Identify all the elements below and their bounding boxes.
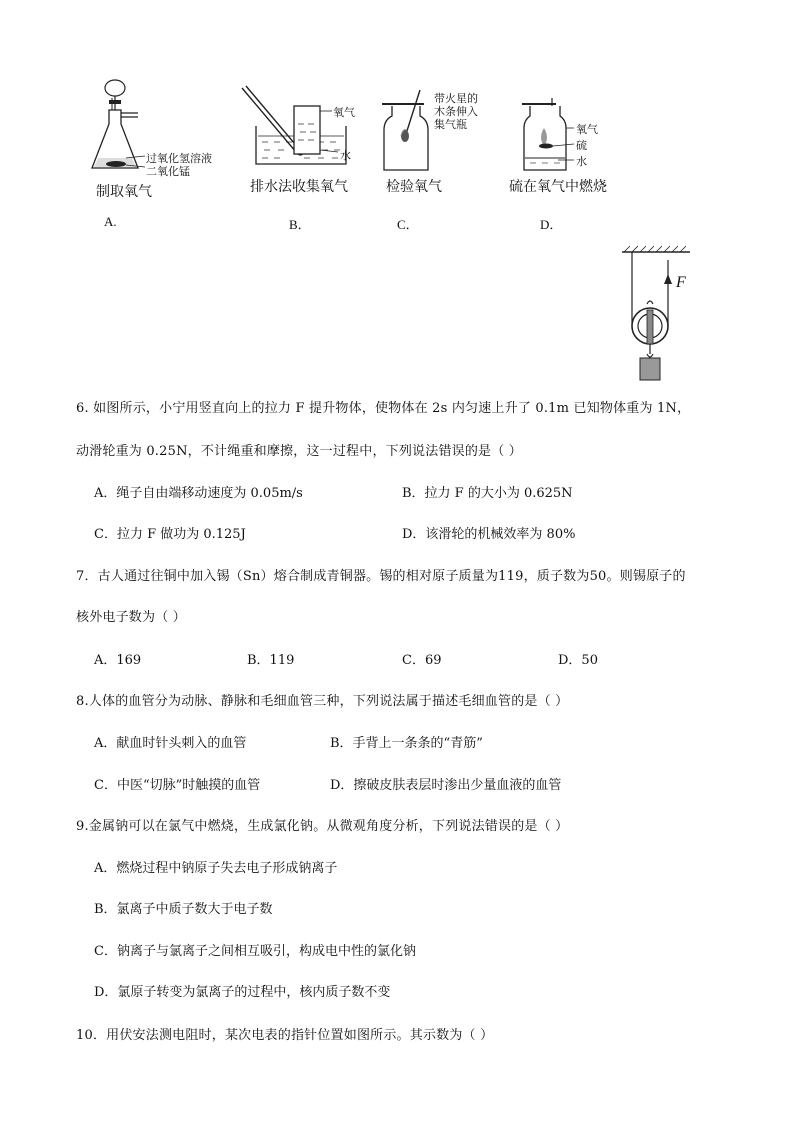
q8-option-c: C．中医“切脉”时触摸的血管 (94, 778, 261, 793)
sulfur-burning-bottle-icon (518, 96, 578, 176)
label-water-b: 水 (340, 149, 351, 162)
caption-oxygen-test: 检验氧气 (386, 179, 442, 195)
q6-option-d: D．该滑轮的机械效率为 80% (402, 527, 576, 542)
q7-option-b: B．119 (247, 653, 295, 668)
q8-option-d: D．擦破皮肤表层时渗出少量血液的血管 (330, 778, 562, 793)
q6-option-c: C．拉力 F 做功为 0.125J (94, 527, 246, 542)
label-insert-splint: 木条伸入 (434, 105, 478, 118)
q7-option-a: A．169 (94, 653, 142, 668)
q6-option-a: A．绳子自由端移动速度为 0.05m/s (94, 486, 303, 501)
q7-stem-line1: 7．古人通过往铜中加入锡（Sn）熔合制成青铜器。锡的相对原子质量为119，质子数为50。则锡原子的 (76, 569, 686, 584)
q9-option-a: A．燃烧过程中钠原子失去电子形成钠离子 (94, 861, 338, 876)
q7-option-d: D．50 (558, 653, 598, 668)
q6-option-b: B．拉力 F 的大小为 0.625N (402, 486, 573, 501)
q8-option-b: B．手背上一条条的“青筋” (330, 736, 483, 751)
figure-letter-a: A. (104, 214, 117, 229)
q6-stem-line2: 动滑轮重为 0.25N，不计绳重和摩擦，这一过程中，下列说法错误的是（ ） (76, 444, 522, 459)
q8-option-a: A．献血时针头刺入的血管 (94, 736, 247, 751)
label-sulfur: 硫 (576, 139, 587, 152)
figure-letter-b: B． (289, 217, 311, 232)
figure-letter-c: C． (397, 217, 419, 232)
figure-movable-pulley (618, 244, 698, 384)
q10-stem: 10．用伏安法测电阻时，某次电表的指针位置如图所示。其示数为（ ） (76, 1028, 494, 1043)
q9-stem: 9.金属钠可以在氯气中燃烧，生成氯化钠。从微观角度分析，下列说法错误的是（ ） (76, 819, 569, 834)
movable-pulley-icon (618, 244, 698, 384)
q9-option-c: C．钠离子与氯离子之间相互吸引，构成电中性的氯化钠 (94, 944, 416, 959)
label-manganese-dioxide: 二氧化锰 (146, 165, 190, 178)
q9-option-b: B．氯离子中质子数大于电子数 (94, 902, 273, 917)
label-hydrogen-peroxide: 过氧化氢溶液 (146, 152, 212, 165)
figure-oxygen-test (378, 86, 438, 176)
caption-sulfur-combustion: 硫在氧气中燃烧 (509, 179, 607, 195)
figure-letter-d: D． (540, 217, 563, 232)
label-oxygen-b: 氧气 (333, 106, 355, 119)
glowing-splint-bottle-icon (378, 86, 438, 176)
force-f-label: F (676, 274, 686, 291)
caption-water-displacement: 排水法收集氧气 (250, 179, 348, 195)
figure-sulfur-combustion (518, 96, 578, 176)
q6-stem-line1: 6. 如图所示，小宁用竖直向上的拉力 F 提升物体，使物体在 2s 内匀速上升了 0.1m 已知物体重为 1N， (76, 401, 691, 416)
label-gas-bottle: 集气瓶 (434, 118, 467, 131)
label-glowing-splint: 带火星的 (434, 92, 478, 105)
label-water-d: 水 (576, 155, 587, 168)
q8-stem: 8.人体的血管分为动脉、静脉和毛细血管三种，下列说法属于描述毛细血管的是（ ） (76, 694, 569, 709)
q7-stem-line2: 核外电子数为（ ） (76, 610, 186, 625)
label-oxygen-d: 氧气 (576, 123, 598, 136)
q7-option-c: C．69 (402, 653, 442, 668)
q9-option-d: D．氯原子转变为氯离子的过程中，核内质子数不变 (94, 985, 391, 1000)
caption-oxygen-preparation: 制取氧气 (96, 184, 152, 200)
